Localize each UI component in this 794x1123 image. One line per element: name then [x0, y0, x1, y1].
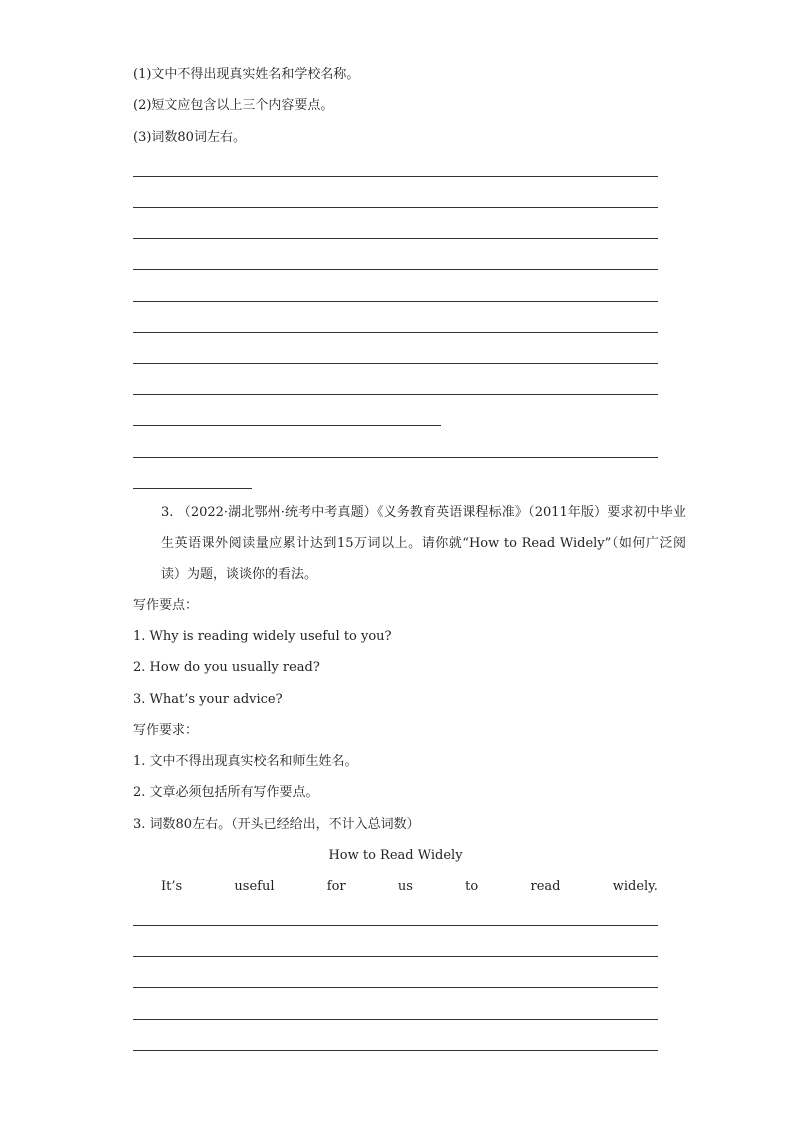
writing-line[interactable] [133, 394, 658, 395]
starter-word: for [326, 879, 346, 894]
question-source: （2022·湖北鄂州·统考中考真题） [177, 505, 377, 520]
requirement-line-1: (1)文中不得出现真实姓名和学校名称。 [133, 67, 360, 82]
starter-word: to [465, 879, 479, 894]
writing-line[interactable] [133, 176, 658, 177]
starter-word: widely. [612, 879, 658, 894]
point-1: 1. Why is reading widely useful to you? [133, 629, 392, 644]
writing-line[interactable] [133, 425, 441, 426]
writing-line[interactable] [133, 488, 252, 489]
points-heading: 写作要点： [133, 598, 199, 613]
essay-starter [133, 878, 658, 896]
writing-line[interactable] [133, 457, 658, 458]
writing-line[interactable] [133, 1019, 658, 1020]
writing-line[interactable] [133, 987, 658, 988]
question-3-prompt [133, 497, 686, 590]
starter-word: useful [234, 879, 275, 894]
writing-line[interactable] [133, 207, 658, 208]
writing-line[interactable] [133, 301, 658, 302]
requirement-2: 2. 文章必须包括所有写作要点。 [133, 785, 319, 800]
writing-line[interactable] [133, 269, 658, 270]
starter-word: It’s [161, 879, 183, 894]
writing-line[interactable] [133, 332, 658, 333]
starter-word: us [397, 879, 413, 894]
starter-word: read [530, 879, 561, 894]
point-2: 2. How do you usually read? [133, 660, 320, 675]
writing-line[interactable] [133, 363, 658, 364]
requirement-line-3: (3)词数80词左右。 [133, 130, 246, 145]
question-prompt-text: 《义务教育英语课程标准》（2011年版）要求初中毕业生英语课外阅读量应累计达到15万词以上。请你就“How to Read Widely”（如何广泛阅读）为题，谈谈你的看法。 [161, 505, 686, 582]
writing-line[interactable] [133, 238, 658, 239]
question-number: 3. [161, 505, 174, 520]
requirements-heading: 写作要求： [133, 723, 199, 738]
writing-line[interactable] [133, 956, 658, 957]
point-3: 3. What’s your advice? [133, 692, 283, 707]
essay-title: How to Read Widely [328, 848, 463, 863]
writing-line[interactable] [133, 1050, 658, 1051]
writing-line[interactable] [133, 925, 658, 926]
requirement-3: 3. 词数80左右。（开头已经给出，不计入总词数） [133, 817, 420, 832]
requirement-line-2: (2)短文应包含以上三个内容要点。 [133, 98, 334, 113]
requirement-1: 1. 文中不得出现真实校名和师生姓名。 [133, 754, 358, 769]
